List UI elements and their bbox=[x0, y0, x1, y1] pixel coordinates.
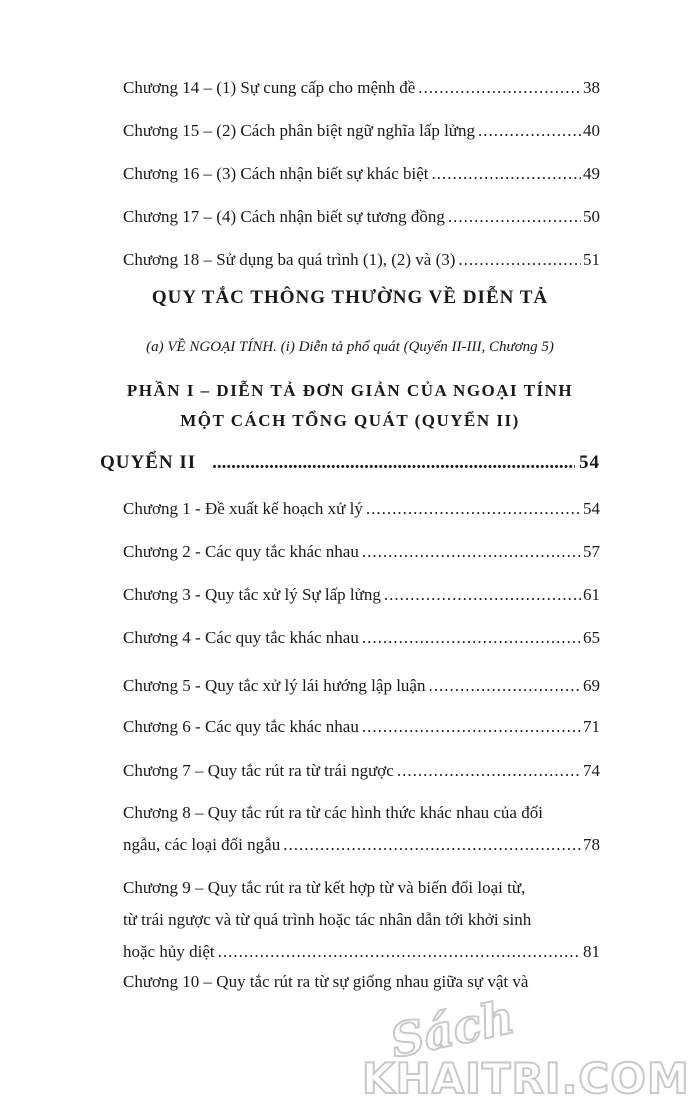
entry-label: Chương 18 – Sử dụng ba quá trình (1), (2) và (3) bbox=[123, 250, 456, 269]
section-heading: QUY TẮC THÔNG THƯỜNG VỀ DIỄN TẢ bbox=[151, 287, 549, 308]
leader-dots bbox=[218, 936, 581, 968]
toc-entry bbox=[123, 197, 600, 237]
toc-entry bbox=[123, 707, 600, 747]
toc-entry bbox=[123, 618, 600, 658]
entry-page: 71 bbox=[583, 717, 600, 736]
entry-page: 50 bbox=[583, 207, 600, 226]
entry-page: 78 bbox=[583, 835, 600, 854]
section-subheading: (a) VỀ NGOẠI TÍNH. (i) Diễn tả phổ quát (Quyển II-III, Chương 5) bbox=[146, 339, 554, 355]
entry-label: Chương 3 - Quy tắc xử lý Sự lấp lửng bbox=[123, 585, 381, 604]
entry-page: 61 bbox=[583, 585, 600, 604]
toc-entry bbox=[123, 872, 600, 968]
entry-page: 54 bbox=[583, 499, 600, 518]
entry-label-line: Chương 10 – Quy tắc rút ra từ sự giống nhau giữa sự vật và bbox=[123, 972, 529, 991]
entry-label: Chương 17 – (4) Cách nhận biết sự tương đồng bbox=[123, 207, 445, 226]
leader-dots bbox=[362, 532, 581, 572]
entry-page: 74 bbox=[583, 761, 600, 780]
toc-entry bbox=[123, 966, 600, 998]
leader-dots bbox=[458, 240, 581, 280]
toc-entry bbox=[123, 532, 600, 572]
entry-label: Chương 6 - Các quy tắc khác nhau bbox=[123, 717, 359, 736]
leader-dots bbox=[384, 575, 581, 615]
part-heading-line2: MỘT CÁCH TỔNG QUÁT (QUYỂN II) bbox=[180, 411, 520, 430]
entry-label: Chương 14 – (1) Sự cung cấp cho mệnh đề bbox=[123, 78, 416, 97]
entry-label: Chương 7 – Quy tắc rút ra từ trái ngược bbox=[123, 761, 394, 780]
entry-label-line: ngẫu, các loại đối ngẫu bbox=[123, 835, 281, 854]
entry-label: Chương 4 - Các quy tắc khác nhau bbox=[123, 628, 359, 647]
entry-label: Chương 5 - Quy tắc xử lý lái hướng lập luận bbox=[123, 676, 426, 695]
part-heading-line1: PHẦN I – DIỄN TẢ ĐƠN GIẢN CỦA NGOẠI TÍNH bbox=[126, 381, 574, 400]
leader-dots bbox=[478, 111, 581, 151]
entry-page: 38 bbox=[583, 78, 600, 97]
entry-page: 51 bbox=[583, 250, 600, 269]
book-page: 54 bbox=[579, 452, 600, 473]
entry-page: 69 bbox=[583, 676, 600, 695]
book-label: QUYỂN II bbox=[100, 452, 197, 473]
entry-page: 81 bbox=[583, 942, 600, 961]
entry-label: Chương 15 – (2) Cách phân biệt ngữ nghĩa lấp lửng bbox=[123, 121, 476, 140]
watermark-brand: KHAITRI.COM bbox=[362, 1054, 690, 1103]
toc-entry bbox=[123, 666, 600, 706]
toc-entry bbox=[123, 575, 600, 615]
leader-dots bbox=[428, 666, 581, 706]
leader-dots bbox=[362, 707, 581, 747]
entry-label: Chương 2 - Các quy tắc khác nhau bbox=[123, 542, 359, 561]
entry-page: 57 bbox=[583, 542, 600, 561]
entry-label-line: hoặc hủy diệt bbox=[123, 942, 215, 961]
leader-dots bbox=[432, 154, 582, 194]
toc-entry bbox=[123, 111, 600, 151]
toc-entry bbox=[123, 751, 600, 791]
leader-dots bbox=[283, 829, 581, 861]
toc-entry bbox=[123, 797, 600, 861]
entry-page: 49 bbox=[583, 164, 600, 183]
leader-dots bbox=[448, 197, 581, 237]
entry-label: Chương 16 – (3) Cách nhận biết sự khác biệt bbox=[123, 164, 429, 183]
entry-label-line: Chương 9 – Quy tắc rút ra từ kết hợp từ và biến đổi loại từ, bbox=[123, 878, 526, 897]
leader-dots bbox=[397, 751, 581, 791]
toc-entry bbox=[123, 489, 600, 529]
leader-dots bbox=[418, 68, 581, 108]
toc-entry bbox=[123, 240, 600, 280]
entry-label: Chương 1 - Đề xuất kế hoạch xử lý bbox=[123, 499, 363, 518]
entry-label-line: Chương 8 – Quy tắc rút ra từ các hình thức khác nhau của đối bbox=[123, 803, 543, 822]
leader-dots bbox=[362, 618, 581, 658]
entry-page: 40 bbox=[583, 121, 600, 140]
leader-dots bbox=[212, 452, 575, 474]
entry-label-line: từ trái ngược và từ quá trình hoặc tác nhân dẫn tới khởi sinh bbox=[123, 910, 532, 929]
book-entry bbox=[100, 452, 600, 474]
toc-entry bbox=[123, 68, 600, 108]
toc-entry bbox=[123, 154, 600, 194]
entry-page: 65 bbox=[583, 628, 600, 647]
watermark-script: Sách bbox=[385, 989, 519, 1069]
watermark-logo bbox=[360, 989, 690, 1112]
leader-dots bbox=[366, 489, 581, 529]
